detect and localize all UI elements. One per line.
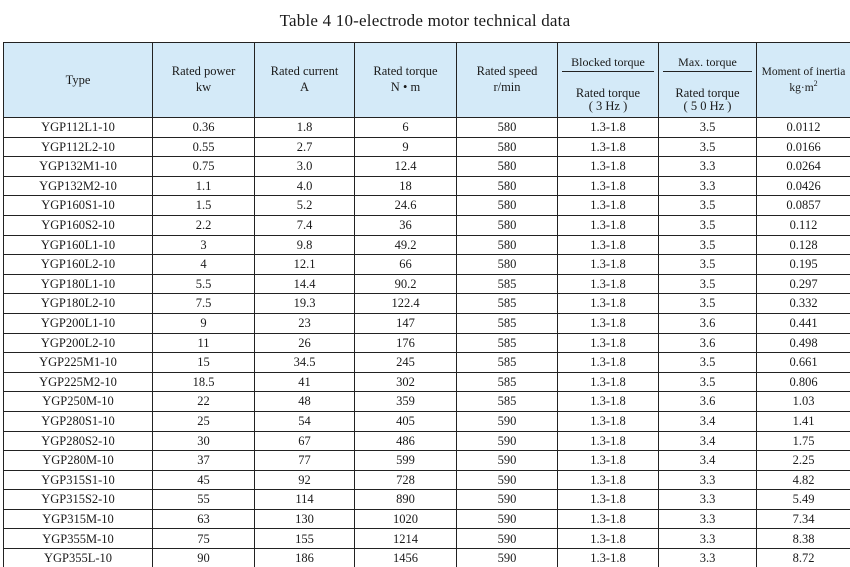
cell-rated-power: 0.36 — [153, 118, 255, 138]
cell-rated-speed: 590 — [457, 509, 558, 529]
cell-moment-of-inertia: 1.75 — [757, 431, 850, 451]
col-header-rated-torque: Rated torque N • m — [355, 43, 457, 118]
cell-rated-current: 9.8 — [255, 235, 355, 255]
table-row — [4, 137, 850, 157]
table-row — [4, 176, 850, 196]
cell-rated-current: 34.5 — [255, 353, 355, 373]
cell-rated-speed: 585 — [457, 294, 558, 314]
cell-rated-torque: 890 — [355, 490, 457, 510]
cell-moment-of-inertia: 2.25 — [757, 451, 850, 471]
cell-type: YGP355L-10 — [4, 549, 153, 567]
cell-moment-of-inertia: 8.38 — [757, 529, 850, 549]
cell-type: YGP180L1-10 — [4, 274, 153, 294]
cell-rated-torque: 1456 — [355, 549, 457, 567]
table-row — [4, 118, 850, 138]
cell-max-torque: 3.5 — [659, 196, 757, 216]
cell-blocked-torque: 1.3-1.8 — [558, 215, 659, 235]
table-row — [4, 196, 850, 216]
cell-rated-torque: 9 — [355, 137, 457, 157]
cell-rated-speed: 580 — [457, 118, 558, 138]
cell-rated-speed: 590 — [457, 431, 558, 451]
table-row — [4, 294, 850, 314]
cell-type: YGP112L2-10 — [4, 137, 153, 157]
col-header-blocked-torque: Blocked torque Rated torque ( 3 Hz ) — [558, 43, 659, 118]
table-row — [4, 353, 850, 373]
col-header-moment-of-inertia: Moment of inertia $kg\cdot m^2$ — [757, 43, 850, 118]
table-row — [4, 490, 850, 510]
cell-type: YGP315S1-10 — [4, 470, 153, 490]
cell-blocked-torque: 1.3-1.8 — [558, 392, 659, 412]
cell-rated-power: 90 — [153, 549, 255, 567]
cell-max-torque: 3.3 — [659, 529, 757, 549]
cell-type: YGP132M1-10 — [4, 157, 153, 177]
cell-moment-of-inertia: 0.195 — [757, 255, 850, 275]
table-row — [4, 313, 850, 333]
cell-rated-torque: 18 — [355, 176, 457, 196]
cell-blocked-torque: 1.3-1.8 — [558, 529, 659, 549]
cell-rated-current: 155 — [255, 529, 355, 549]
cell-rated-speed: 580 — [457, 176, 558, 196]
blocked-torque-label: Blocked torque — [562, 56, 654, 72]
col-header-rated-current: Rated current A — [255, 43, 355, 118]
cell-moment-of-inertia: 0.0426 — [757, 176, 850, 196]
cell-rated-power: 11 — [153, 333, 255, 353]
col-header-type: Type — [4, 43, 153, 118]
cell-type: YGP315M-10 — [4, 509, 153, 529]
cell-blocked-torque: 1.3-1.8 — [558, 137, 659, 157]
cell-rated-torque: 6 — [355, 118, 457, 138]
cell-max-torque: 3.3 — [659, 490, 757, 510]
cell-blocked-torque: 1.3-1.8 — [558, 196, 659, 216]
cell-blocked-torque: 1.3-1.8 — [558, 333, 659, 353]
cell-rated-current: 3.0 — [255, 157, 355, 177]
cell-moment-of-inertia: 0.498 — [757, 333, 850, 353]
cell-type: YGP160L2-10 — [4, 255, 153, 275]
cell-rated-speed: 590 — [457, 490, 558, 510]
cell-rated-current: 26 — [255, 333, 355, 353]
cell-blocked-torque: 1.3-1.8 — [558, 294, 659, 314]
table-row — [4, 235, 850, 255]
cell-rated-speed: 585 — [457, 274, 558, 294]
cell-rated-power: 25 — [153, 411, 255, 431]
cell-rated-power: 5.5 — [153, 274, 255, 294]
cell-blocked-torque: 1.3-1.8 — [558, 509, 659, 529]
cell-rated-torque: 122.4 — [355, 294, 457, 314]
cell-max-torque: 3.5 — [659, 274, 757, 294]
cell-max-torque: 3.6 — [659, 333, 757, 353]
cell-type: YGP160S1-10 — [4, 196, 153, 216]
cell-type: YGP280S1-10 — [4, 411, 153, 431]
table-row — [4, 215, 850, 235]
cell-rated-current: 7.4 — [255, 215, 355, 235]
cell-moment-of-inertia: 7.34 — [757, 509, 850, 529]
cell-blocked-torque: 1.3-1.8 — [558, 274, 659, 294]
table-row — [4, 411, 850, 431]
cell-rated-power: 2.2 — [153, 215, 255, 235]
cell-max-torque: 3.5 — [659, 215, 757, 235]
cell-type: YGP315S2-10 — [4, 490, 153, 510]
cell-max-torque: 3.4 — [659, 411, 757, 431]
motor-data-table — [3, 42, 850, 567]
max-torque-label: Max. torque — [663, 56, 752, 72]
cell-blocked-torque: 1.3-1.8 — [558, 470, 659, 490]
cell-rated-current: 4.0 — [255, 176, 355, 196]
cell-max-torque: 3.5 — [659, 353, 757, 373]
cell-rated-current: 23 — [255, 313, 355, 333]
table-row — [4, 255, 850, 275]
cell-blocked-torque: 1.3-1.8 — [558, 176, 659, 196]
cell-max-torque: 3.5 — [659, 294, 757, 314]
cell-type: YGP160S2-10 — [4, 215, 153, 235]
cell-max-torque: 3.3 — [659, 470, 757, 490]
cell-rated-speed: 580 — [457, 157, 558, 177]
cell-type: YGP355M-10 — [4, 529, 153, 549]
cell-rated-speed: 590 — [457, 529, 558, 549]
cell-max-torque: 3.3 — [659, 549, 757, 567]
table-row — [4, 451, 850, 471]
cell-type: YGP225M1-10 — [4, 353, 153, 373]
cell-rated-torque: 1020 — [355, 509, 457, 529]
cell-blocked-torque: 1.3-1.8 — [558, 157, 659, 177]
cell-rated-power: 1.1 — [153, 176, 255, 196]
cell-rated-torque: 302 — [355, 372, 457, 392]
cell-rated-current: 12.1 — [255, 255, 355, 275]
cell-rated-current: 92 — [255, 470, 355, 490]
cell-rated-speed: 585 — [457, 313, 558, 333]
cell-type: YGP280S2-10 — [4, 431, 153, 451]
cell-rated-power: 22 — [153, 392, 255, 412]
cell-moment-of-inertia: 1.03 — [757, 392, 850, 412]
table-container — [3, 42, 850, 566]
cell-rated-power: 75 — [153, 529, 255, 549]
cell-max-torque: 3.5 — [659, 118, 757, 138]
cell-rated-speed: 585 — [457, 392, 558, 412]
cell-moment-of-inertia: 0.332 — [757, 294, 850, 314]
table-row — [4, 333, 850, 353]
cell-rated-current: 48 — [255, 392, 355, 412]
cell-rated-current: 2.7 — [255, 137, 355, 157]
table-row — [4, 470, 850, 490]
cell-rated-power: 7.5 — [153, 294, 255, 314]
cell-blocked-torque: 1.3-1.8 — [558, 451, 659, 471]
cell-moment-of-inertia: 5.49 — [757, 490, 850, 510]
cell-moment-of-inertia: 0.0112 — [757, 118, 850, 138]
cell-rated-current: 14.4 — [255, 274, 355, 294]
cell-rated-speed: 590 — [457, 549, 558, 567]
cell-max-torque: 3.5 — [659, 372, 757, 392]
cell-rated-torque: 405 — [355, 411, 457, 431]
cell-rated-speed: 580 — [457, 255, 558, 275]
table-row — [4, 372, 850, 392]
cell-rated-speed: 580 — [457, 137, 558, 157]
cell-moment-of-inertia: 0.0264 — [757, 157, 850, 177]
table-caption: Table 4 10-electrode motor technical data — [279, 11, 571, 30]
cell-type: YGP280M-10 — [4, 451, 153, 471]
cell-rated-current: 186 — [255, 549, 355, 567]
table-row — [4, 549, 850, 567]
cell-moment-of-inertia: 1.41 — [757, 411, 850, 431]
cell-rated-torque: 90.2 — [355, 274, 457, 294]
cell-rated-current: 67 — [255, 431, 355, 451]
col-header-rated-speed: Rated speed r/min — [457, 43, 558, 118]
cell-rated-speed: 590 — [457, 411, 558, 431]
cell-blocked-torque: 1.3-1.8 — [558, 313, 659, 333]
cell-rated-torque: 49.2 — [355, 235, 457, 255]
cell-moment-of-inertia: 8.72 — [757, 549, 850, 567]
table-row — [4, 431, 850, 451]
cell-moment-of-inertia: 0.297 — [757, 274, 850, 294]
cell-rated-power: 4 — [153, 255, 255, 275]
cell-blocked-torque: 1.3-1.8 — [558, 549, 659, 567]
cell-max-torque: 3.4 — [659, 451, 757, 471]
cell-max-torque: 3.6 — [659, 392, 757, 412]
cell-rated-current: 1.8 — [255, 118, 355, 138]
cell-rated-torque: 36 — [355, 215, 457, 235]
cell-rated-torque: 24.6 — [355, 196, 457, 216]
cell-rated-torque: 147 — [355, 313, 457, 333]
cell-max-torque: 3.3 — [659, 176, 757, 196]
cell-rated-power: 15 — [153, 353, 255, 373]
cell-moment-of-inertia: 0.441 — [757, 313, 850, 333]
cell-rated-current: 114 — [255, 490, 355, 510]
cell-blocked-torque: 1.3-1.8 — [558, 255, 659, 275]
cell-blocked-torque: 1.3-1.8 — [558, 235, 659, 255]
cell-rated-torque: 176 — [355, 333, 457, 353]
cell-rated-current: 130 — [255, 509, 355, 529]
cell-rated-current: 54 — [255, 411, 355, 431]
table-row — [4, 157, 850, 177]
cell-blocked-torque: 1.3-1.8 — [558, 490, 659, 510]
cell-rated-power: 1.5 — [153, 196, 255, 216]
cell-type: YGP132M2-10 — [4, 176, 153, 196]
cell-max-torque: 3.5 — [659, 235, 757, 255]
cell-moment-of-inertia: 0.806 — [757, 372, 850, 392]
cell-moment-of-inertia: 0.0166 — [757, 137, 850, 157]
cell-rated-speed: 580 — [457, 196, 558, 216]
cell-rated-power: 55 — [153, 490, 255, 510]
table-body — [4, 118, 850, 567]
cell-rated-speed: 585 — [457, 333, 558, 353]
cell-max-torque: 3.4 — [659, 431, 757, 451]
cell-blocked-torque: 1.3-1.8 — [558, 372, 659, 392]
cell-rated-power: 0.55 — [153, 137, 255, 157]
cell-rated-power: 18.5 — [153, 372, 255, 392]
cell-max-torque: 3.3 — [659, 509, 757, 529]
cell-rated-current: 5.2 — [255, 196, 355, 216]
table-row — [4, 529, 850, 549]
cell-rated-torque: 1214 — [355, 529, 457, 549]
cell-rated-speed: 580 — [457, 215, 558, 235]
cell-rated-power: 30 — [153, 431, 255, 451]
cell-rated-power: 63 — [153, 509, 255, 529]
cell-moment-of-inertia: 4.82 — [757, 470, 850, 490]
cell-rated-speed: 585 — [457, 372, 558, 392]
cell-moment-of-inertia: 0.661 — [757, 353, 850, 373]
cell-moment-of-inertia: 0.128 — [757, 235, 850, 255]
cell-blocked-torque: 1.3-1.8 — [558, 431, 659, 451]
cell-rated-speed: 590 — [457, 470, 558, 490]
cell-type: YGP200L2-10 — [4, 333, 153, 353]
col-header-max-torque: Max. torque Rated torque ( 5 0 Hz ) — [659, 43, 757, 118]
cell-rated-power: 3 — [153, 235, 255, 255]
cell-rated-torque: 66 — [355, 255, 457, 275]
cell-rated-torque: 599 — [355, 451, 457, 471]
cell-blocked-torque: 1.3-1.8 — [558, 411, 659, 431]
cell-rated-speed: 585 — [457, 353, 558, 373]
cell-rated-torque: 12.4 — [355, 157, 457, 177]
cell-rated-torque: 245 — [355, 353, 457, 373]
cell-max-torque: 3.5 — [659, 255, 757, 275]
cell-moment-of-inertia: 0.0857 — [757, 196, 850, 216]
cell-type: YGP160L1-10 — [4, 235, 153, 255]
cell-blocked-torque: 1.3-1.8 — [558, 353, 659, 373]
cell-rated-current: 77 — [255, 451, 355, 471]
cell-type: YGP250M-10 — [4, 392, 153, 412]
cell-rated-speed: 580 — [457, 235, 558, 255]
cell-rated-current: 19.3 — [255, 294, 355, 314]
cell-type: YGP225M2-10 — [4, 372, 153, 392]
header-row — [4, 43, 850, 118]
cell-rated-power: 0.75 — [153, 157, 255, 177]
cell-rated-power: 9 — [153, 313, 255, 333]
cell-blocked-torque: 1.3-1.8 — [558, 118, 659, 138]
cell-type: YGP200L1-10 — [4, 313, 153, 333]
cell-rated-current: 41 — [255, 372, 355, 392]
cell-max-torque: 3.6 — [659, 313, 757, 333]
cell-rated-torque: 359 — [355, 392, 457, 412]
col-header-rated-power: Rated power kw — [153, 43, 255, 118]
cell-max-torque: 3.3 — [659, 157, 757, 177]
table-row — [4, 274, 850, 294]
cell-type: YGP180L2-10 — [4, 294, 153, 314]
cell-moment-of-inertia: 0.112 — [757, 215, 850, 235]
cell-type: YGP112L1-10 — [4, 118, 153, 138]
cell-max-torque: 3.5 — [659, 137, 757, 157]
cell-rated-torque: 728 — [355, 470, 457, 490]
cell-rated-power: 37 — [153, 451, 255, 471]
table-row — [4, 392, 850, 412]
table-row — [4, 509, 850, 529]
cell-rated-speed: 590 — [457, 451, 558, 471]
cell-rated-torque: 486 — [355, 431, 457, 451]
cell-rated-power: 45 — [153, 470, 255, 490]
